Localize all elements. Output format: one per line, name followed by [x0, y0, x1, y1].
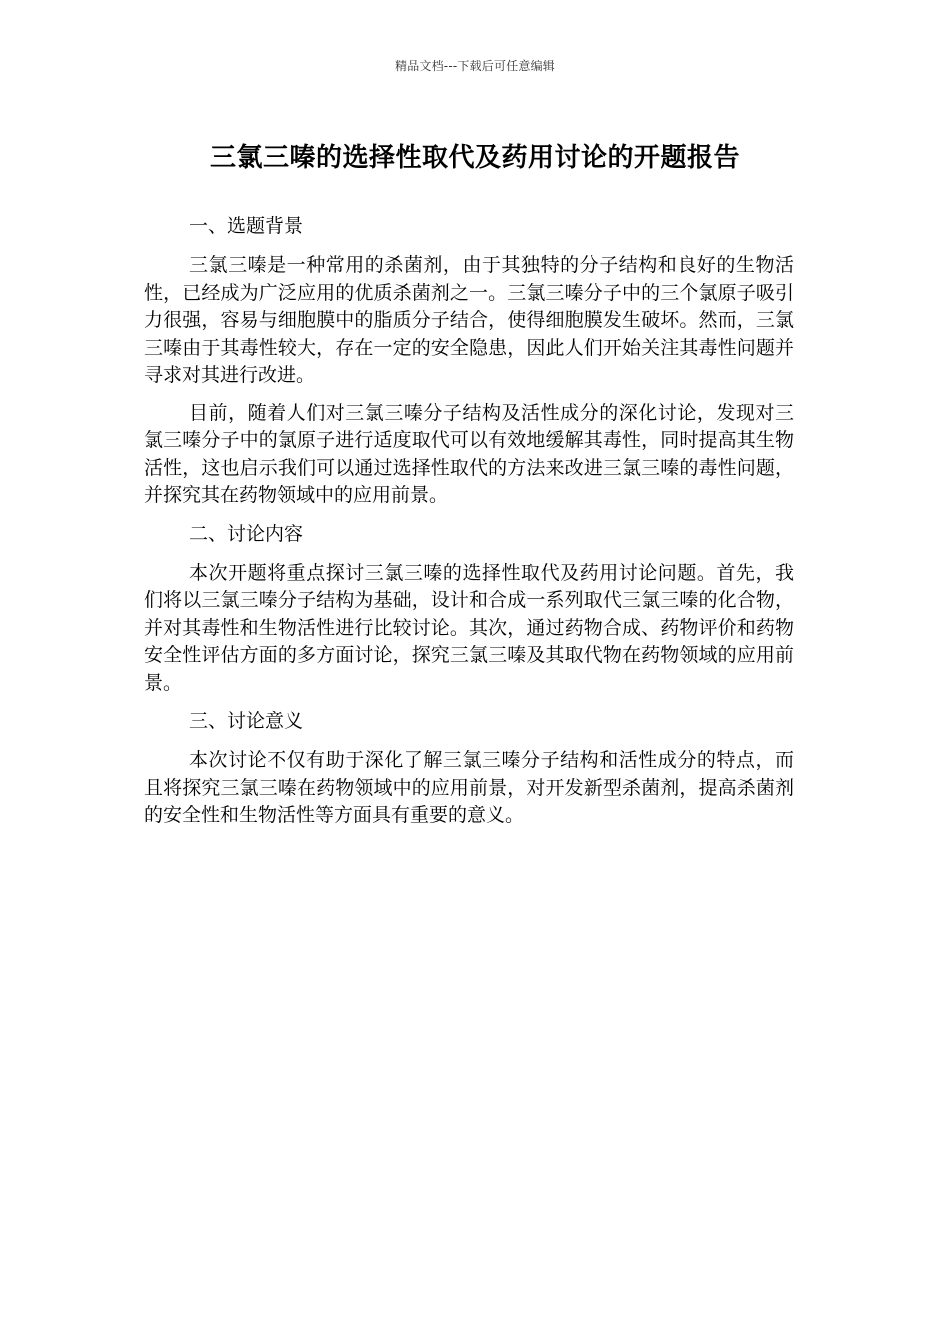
section-heading-content: 二、讨论内容	[189, 522, 304, 545]
header-note: 精品文档---下载后可任意编辑	[395, 59, 555, 73]
paragraph-significance-1: 本次讨论不仅有助于深化了解三氯三嗪分子结构和活性成分的特点，而且将探究三氯三嗪在药物领域中的应用前景，对开发新型杀菌剂，提高杀菌剂的安全性和生物活性等方面具有重要的意义。	[144, 749, 794, 826]
paragraph-background-1: 三氯三嗪是一种常用的杀菌剂，由于其独特的分子结构和良好的生物活性，已经成为广泛应用的优质杀菌剂之一。三氯三嗪分子中的三个氯原子吸引力很强，容易与细胞膜中的脂质分子结合，使得细胞膜发生破坏。然而，三氯三嗪由于其毒性较大，存在一定的安全隐患，因此人们开始关注其毒性问题并寻求对其进行改进。	[144, 254, 794, 386]
paragraph-background-2: 目前，随着人们对三氯三嗪分子结构及活性成分的深化讨论，发现对三氯三嗪分子中的氯原子进行适度取代可以有效地缓解其毒性，同时提高其生物活性，这也启示我们可以通过选择性取代的方法来改进三氯三嗪的毒性问题，并探究其在药物领域中的应用前景。	[144, 401, 794, 506]
document-title: 三氯三嗪的选择性取代及药用讨论的开题报告	[209, 143, 740, 173]
paragraph-content-1: 本次开题将重点探讨三氯三嗪的选择性取代及药用讨论问题。首先，我们将以三氯三嗪分子结构为基础，设计和合成一系列取代三氯三嗪的化合物，并对其毒性和生物活性进行比较讨论。其次，通过药物合成、药物评价和药物安全性评估方面的多方面讨论，探究三氯三嗪及其取代物在药物领域的应用前景。	[144, 561, 794, 694]
document-body	[144, 212, 794, 840]
section-heading-background: 一、选题背景	[189, 215, 304, 237]
section-heading-significance: 三、讨论意义	[189, 710, 304, 732]
